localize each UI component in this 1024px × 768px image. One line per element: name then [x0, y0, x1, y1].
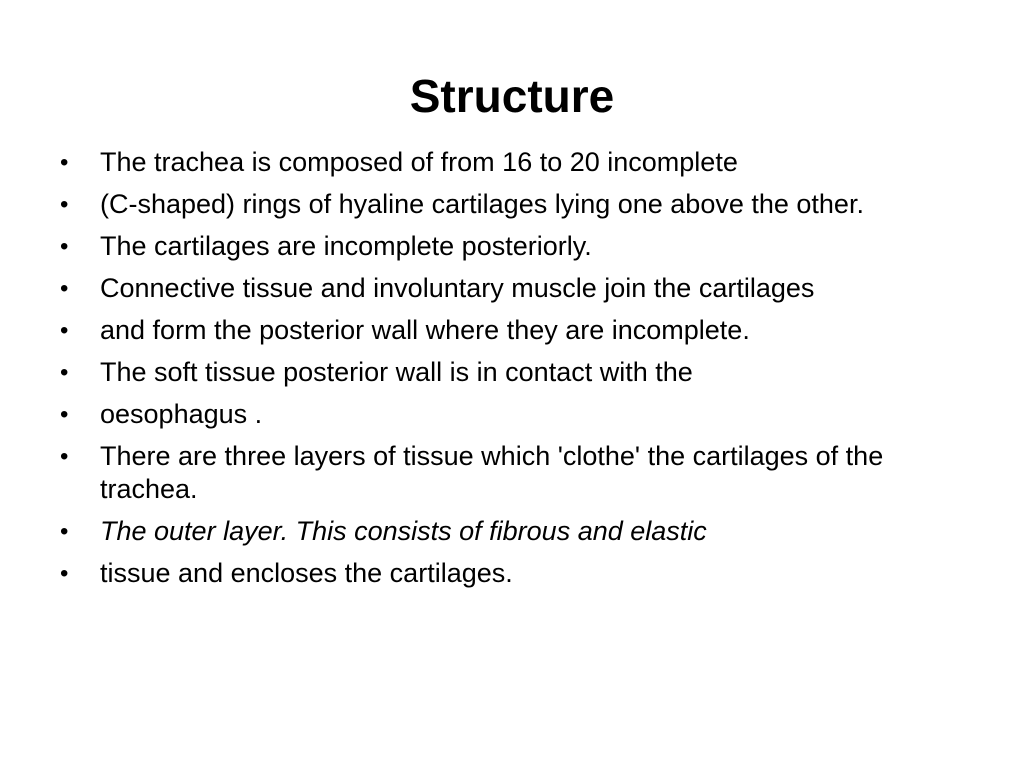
bullet-item [56, 398, 986, 431]
bullet-item [56, 440, 986, 506]
bullet-icon: • [60, 233, 69, 260]
bullet-item [56, 356, 986, 389]
bullet-item [56, 272, 986, 305]
bullet-text: The cartilages are incomplete posteriorly. [100, 231, 592, 261]
bullet-icon: • [60, 191, 69, 218]
bullet-icon: • [60, 443, 69, 470]
bullet-item [56, 557, 986, 590]
bullet-text: The trachea is composed of from 16 to 20 incomplete [100, 147, 738, 177]
bullet-icon: • [60, 275, 69, 302]
bullet-text: and form the posterior wall where they are incomplete. [100, 315, 750, 345]
bullet-item [56, 314, 986, 347]
slide-title: Structure [409, 70, 615, 122]
bullet-icon: • [60, 560, 69, 587]
bullet-text: oesophagus . [100, 399, 263, 429]
bullet-text: (C-shaped) rings of hyaline cartilages lying one above the other. [100, 189, 864, 219]
bullet-text: There are three layers of tissue which 'clothe' the cartilages of the trachea. [100, 441, 884, 504]
bullet-icon: • [60, 359, 69, 386]
bullet-item [56, 188, 986, 221]
bullet-text: tissue and encloses the cartilages. [100, 558, 513, 588]
bullet-text: The outer layer. This consists of fibrous and elastic [100, 516, 707, 546]
bullet-list [56, 146, 986, 599]
bullet-item [56, 515, 986, 548]
bullet-item [56, 230, 986, 263]
bullet-icon: • [60, 317, 69, 344]
bullet-icon: • [60, 518, 69, 545]
bullet-item [56, 146, 986, 179]
bullet-icon: • [60, 401, 69, 428]
bullet-icon: • [60, 149, 69, 176]
bullet-text: Connective tissue and involuntary muscle join the cartilages [100, 273, 815, 303]
bullet-text: The soft tissue posterior wall is in contact with the [100, 357, 693, 387]
